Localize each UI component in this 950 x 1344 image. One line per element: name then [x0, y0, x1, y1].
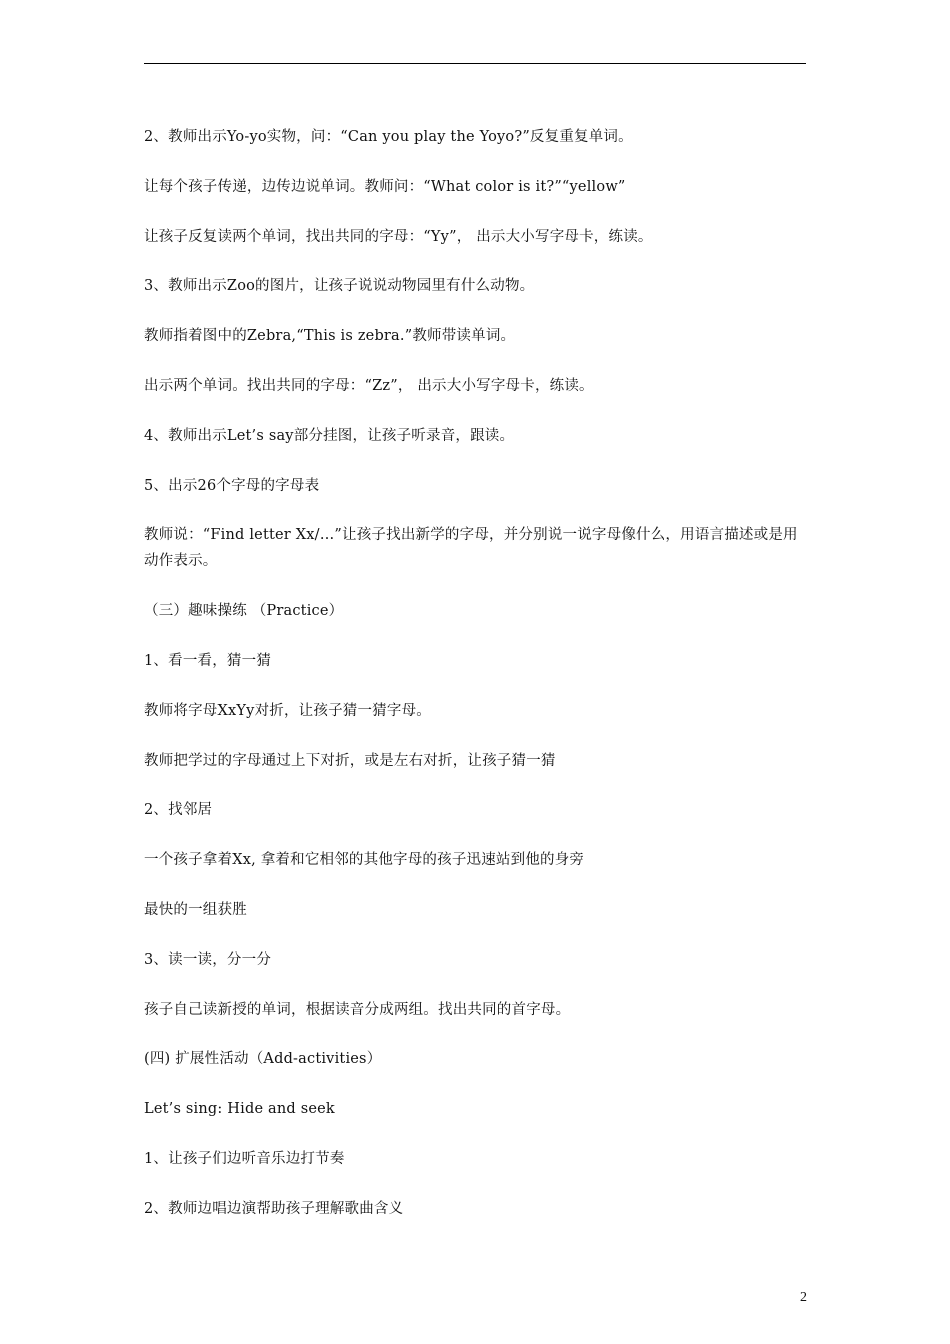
section-heading: (四) 扩展性活动（Add-activities）: [144, 1051, 382, 1068]
page-number: 2: [800, 1290, 807, 1305]
section-heading: （三）趣味操练 （Practice）: [144, 603, 344, 620]
paragraph: 教师将字母XxYy对折，让孩子猜一猜字母。: [144, 702, 431, 719]
paragraph: 5、出示26个字母的字母表: [144, 477, 320, 494]
paragraph: 4、教师出示Let’s say部分挂图，让孩子听录音，跟读。: [144, 427, 515, 444]
paragraph: 让每个孩子传递，边传边说单词。教师问：“What color is it?”“yellow”: [144, 178, 626, 195]
paragraph: 2、教师出示Yo-yo实物，问：“Can you play the Yoyo?”反复重复单词。: [144, 129, 633, 145]
paragraph: 3、读一读，分一分: [144, 951, 272, 968]
paragraph: 1、看一看，猜一猜: [144, 652, 272, 669]
paragraph: 教师把学过的字母通过上下对折，或是左右对折，让孩子猜一猜: [144, 752, 556, 769]
paragraph: 一个孩子拿着Xx, 拿着和它相邻的其他字母的孩子迅速站到他的身旁: [144, 852, 585, 869]
paragraph: 最快的一组获胜: [144, 901, 247, 918]
paragraph: 教师说：“Find letter Xx/…”让孩子找出新学的字母，并分别说一说字母像什么，用语言描述或是用动作表示。: [144, 527, 798, 570]
paragraph: 3、教师出示Zoo的图片，让孩子说说动物园里有什么动物。: [144, 278, 535, 295]
paragraph: 让孩子反复读两个单词，找出共同的字母：“Yy”， 出示大小写字母卡，练读。: [144, 228, 653, 245]
document-body: [144, 124, 808, 1246]
paragraph: 教师指着图中的Zebra,“This is zebra.”教师带读单词。: [144, 328, 516, 345]
paragraph: 孩子自己读新授的单词，根据读音分成两组。找出共同的首字母。: [144, 1001, 571, 1018]
paragraph: 出示两个单词。找出共同的字母：“Zz”， 出示大小写字母卡，练读。: [144, 377, 594, 394]
paragraph: 1、让孩子们边听音乐边打节奏: [144, 1150, 345, 1167]
paragraph: Let’s sing: Hide and seek: [144, 1101, 335, 1118]
header-rule: [144, 63, 806, 64]
paragraph: 2、找邻居: [144, 802, 213, 819]
paragraph: 2、教师边唱边演帮助孩子理解歌曲含义: [144, 1200, 404, 1217]
